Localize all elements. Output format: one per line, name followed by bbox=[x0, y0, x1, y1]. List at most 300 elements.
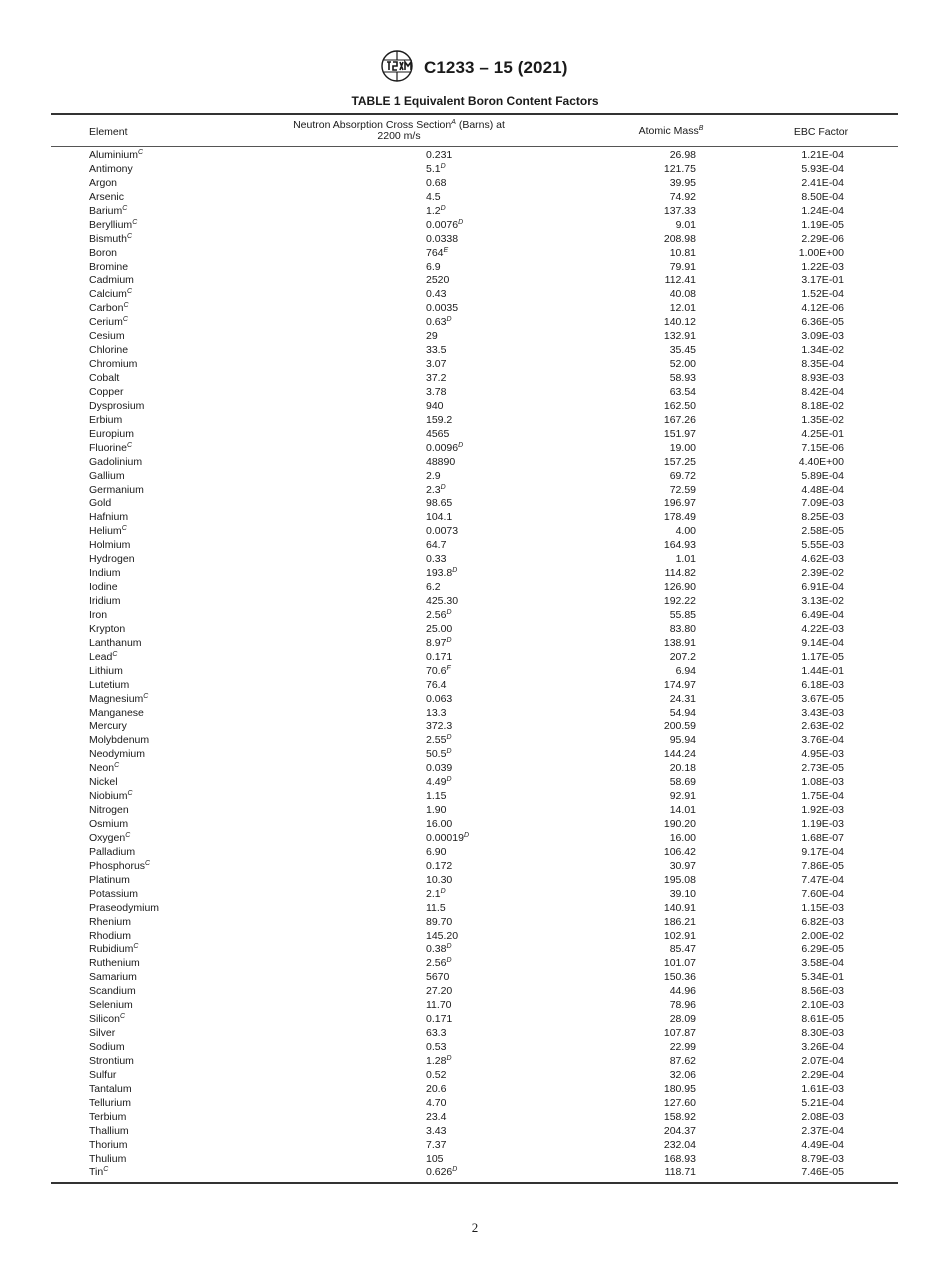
cell-atomic-mass: 164.93 bbox=[663, 539, 696, 552]
table-row bbox=[51, 1139, 898, 1153]
cross-section-value: 20.6 bbox=[426, 1082, 447, 1095]
table-header bbox=[51, 115, 898, 146]
footnote-marker: E bbox=[443, 246, 449, 254]
table-row bbox=[51, 553, 898, 567]
cell-atomic-mass: 19.00 bbox=[669, 441, 696, 454]
element-name: Bromine bbox=[89, 260, 129, 273]
table-row bbox=[51, 748, 898, 762]
astm-logo-icon bbox=[380, 50, 414, 82]
cell-cross-section bbox=[426, 525, 458, 539]
cell-ebc-factor: 4.49E-04 bbox=[801, 1138, 844, 1151]
cell-cross-section bbox=[426, 372, 446, 386]
cell-cross-section bbox=[426, 442, 463, 456]
cross-section-value: 0.172 bbox=[426, 859, 453, 872]
cell-ebc-factor: 1.21E-04 bbox=[801, 149, 844, 161]
cross-section-value: 23.4 bbox=[426, 1110, 447, 1123]
element-name: Phosphorus bbox=[89, 859, 146, 872]
cell-ebc-factor: 6.82E-03 bbox=[801, 915, 844, 928]
cell-cross-section bbox=[426, 637, 452, 651]
cell-ebc-factor: 9.17E-04 bbox=[801, 845, 844, 858]
cross-section-value: 4.49 bbox=[426, 776, 447, 789]
cell-atomic-mass: 58.69 bbox=[669, 776, 696, 789]
element-name: Antimony bbox=[89, 162, 133, 175]
cell-element bbox=[89, 888, 138, 902]
cell-element bbox=[89, 149, 143, 163]
cell-atomic-mass: 1.01 bbox=[675, 553, 696, 566]
cell-atomic-mass: 132.91 bbox=[663, 330, 696, 343]
cell-cross-section bbox=[426, 149, 452, 163]
cross-section-value: 1.28 bbox=[426, 1054, 447, 1067]
cell-cross-section bbox=[426, 707, 446, 721]
page-number: 2 bbox=[471, 1220, 479, 1235]
table-row bbox=[51, 219, 898, 233]
cross-section-value: 0.38 bbox=[426, 943, 447, 956]
element-name: Neon bbox=[89, 762, 115, 775]
element-name: Iodine bbox=[89, 581, 118, 594]
cell-ebc-factor: 1.61E-03 bbox=[801, 1082, 844, 1095]
cell-ebc-factor: 5.21E-04 bbox=[801, 1096, 844, 1109]
cell-cross-section bbox=[426, 261, 441, 275]
element-name: Cadmium bbox=[89, 274, 134, 287]
cell-element bbox=[89, 205, 127, 219]
page-header bbox=[0, 50, 950, 86]
footnote-marker: D bbox=[463, 831, 470, 839]
cell-atomic-mass: 162.50 bbox=[663, 399, 696, 412]
footnote-marker: C bbox=[122, 316, 128, 324]
cell-element bbox=[89, 470, 125, 484]
cell-element bbox=[89, 637, 142, 651]
cell-element bbox=[89, 567, 121, 581]
cell-cross-section bbox=[426, 288, 446, 302]
element-name: Copper bbox=[89, 385, 124, 398]
cell-atomic-mass: 167.26 bbox=[663, 413, 696, 426]
cross-section-value: 3.07 bbox=[426, 358, 447, 371]
table-row bbox=[51, 539, 898, 553]
footnote-marker: C bbox=[114, 762, 120, 770]
cell-atomic-mass: 126.90 bbox=[663, 581, 696, 594]
cross-section-value: 2.1 bbox=[426, 887, 441, 900]
table-bottom-rule bbox=[51, 1182, 898, 1184]
element-name: Chlorine bbox=[89, 344, 129, 357]
cross-section-value: 0.63 bbox=[426, 316, 447, 329]
cell-cross-section bbox=[426, 316, 452, 330]
cell-atomic-mass: 10.81 bbox=[669, 246, 696, 259]
cell-atomic-mass: 101.07 bbox=[663, 957, 696, 970]
cross-section-value: 0.231 bbox=[426, 149, 453, 161]
cell-atomic-mass: 4.00 bbox=[675, 525, 696, 538]
cell-element bbox=[89, 581, 118, 595]
cross-section-value: 3.78 bbox=[426, 385, 447, 398]
cell-element bbox=[89, 902, 159, 916]
element-name: Iridium bbox=[89, 595, 121, 607]
table-body bbox=[51, 149, 898, 1180]
cell-atomic-mass: 95.94 bbox=[669, 734, 696, 747]
table-row bbox=[51, 1166, 898, 1180]
table-row bbox=[51, 372, 898, 386]
cell-ebc-factor: 8.93E-03 bbox=[801, 372, 844, 384]
cell-element bbox=[89, 288, 132, 302]
element-name: Sulfur bbox=[89, 1068, 117, 1081]
cell-cross-section bbox=[426, 776, 452, 790]
cell-ebc-factor: 2.29E-04 bbox=[801, 1068, 844, 1081]
cross-section-value: 0.00019 bbox=[426, 831, 464, 844]
cell-atomic-mass: 114.82 bbox=[664, 567, 696, 580]
element-name: Beryllium bbox=[89, 218, 133, 231]
cell-element bbox=[89, 762, 119, 776]
cell-ebc-factor: 1.24E-04 bbox=[801, 204, 844, 217]
cell-atomic-mass: 168.93 bbox=[663, 1152, 696, 1165]
cell-element bbox=[89, 804, 129, 818]
table-row bbox=[51, 902, 898, 916]
cell-atomic-mass: 137.33 bbox=[663, 204, 696, 217]
cell-cross-section bbox=[426, 1027, 446, 1041]
element-name: Thulium bbox=[89, 1152, 127, 1165]
cell-cross-section bbox=[426, 818, 452, 832]
cell-element bbox=[89, 916, 131, 930]
element-name: Boron bbox=[89, 246, 118, 259]
cell-element bbox=[89, 1027, 115, 1041]
cell-ebc-factor: 3.09E-03 bbox=[801, 330, 844, 343]
cell-ebc-factor: 2.00E-02 bbox=[801, 929, 844, 942]
element-name: Iron bbox=[89, 608, 108, 621]
table-row bbox=[51, 400, 898, 414]
cell-atomic-mass: 58.93 bbox=[669, 372, 696, 384]
cell-element bbox=[89, 484, 144, 498]
footnote-marker: D bbox=[446, 608, 452, 616]
cross-section-value: 8.97 bbox=[426, 636, 447, 649]
cross-section-value: 50.5 bbox=[426, 748, 447, 761]
cell-cross-section bbox=[426, 943, 452, 957]
element-name: Platinum bbox=[89, 873, 130, 886]
cross-section-value: 0.626 bbox=[426, 1166, 453, 1179]
table-row bbox=[51, 916, 898, 930]
cross-section-value: 7.37 bbox=[426, 1138, 447, 1151]
cross-section-value: 0.0338 bbox=[426, 232, 459, 245]
table-row bbox=[51, 456, 898, 470]
cell-atomic-mass: 112.41 bbox=[664, 274, 696, 287]
cell-ebc-factor: 2.73E-05 bbox=[801, 762, 844, 775]
cell-element bbox=[89, 191, 124, 205]
table-title: TABLE 1 Equivalent Boron Content Factors bbox=[351, 94, 599, 108]
cell-cross-section bbox=[426, 511, 452, 525]
cross-section-value: 1.90 bbox=[426, 804, 447, 817]
cell-cross-section bbox=[426, 567, 457, 581]
cell-element bbox=[89, 358, 137, 372]
cell-element bbox=[89, 233, 132, 247]
cell-element bbox=[89, 957, 140, 971]
cell-element bbox=[89, 818, 128, 832]
cross-section-value: 0.0035 bbox=[426, 302, 459, 315]
table-row bbox=[51, 344, 898, 358]
cell-cross-section bbox=[426, 456, 455, 470]
cell-cross-section bbox=[426, 386, 446, 400]
table-row bbox=[51, 177, 898, 191]
cell-element bbox=[89, 985, 136, 999]
cell-cross-section bbox=[426, 414, 452, 428]
footnote-marker: C bbox=[132, 218, 138, 226]
footnote-marker: C bbox=[112, 650, 118, 658]
table-row bbox=[51, 442, 898, 456]
cross-section-value: 27.20 bbox=[426, 985, 453, 998]
cell-atomic-mass: 14.01 bbox=[669, 804, 696, 817]
table-row bbox=[51, 316, 898, 330]
cell-ebc-factor: 2.63E-02 bbox=[801, 720, 844, 733]
cell-cross-section bbox=[426, 1111, 446, 1125]
footnote-marker: C bbox=[126, 288, 132, 296]
cell-element bbox=[89, 274, 134, 288]
cell-ebc-factor: 1.35E-02 bbox=[801, 413, 844, 426]
cross-section-value: 145.20 bbox=[426, 929, 459, 942]
cell-ebc-factor: 8.35E-04 bbox=[801, 358, 844, 371]
cell-cross-section bbox=[426, 484, 446, 498]
document-id: C1233 – 15 (2021) bbox=[424, 58, 568, 77]
element-name: Lead bbox=[89, 650, 113, 663]
cell-cross-section bbox=[426, 302, 458, 316]
footnote-marker: C bbox=[138, 149, 144, 156]
cell-ebc-factor: 1.19E-03 bbox=[801, 818, 844, 830]
table-header-rule bbox=[51, 146, 898, 147]
cell-atomic-mass: 150.36 bbox=[663, 971, 696, 984]
cell-ebc-factor: 5.89E-04 bbox=[801, 469, 844, 482]
cross-section-value: 0.52 bbox=[426, 1068, 447, 1081]
column-header-element: Element bbox=[89, 126, 128, 138]
cell-atomic-mass: 151.97 bbox=[663, 427, 696, 440]
cell-element bbox=[89, 1111, 126, 1125]
element-name: Cerium bbox=[89, 316, 123, 329]
element-name: Praseodymium bbox=[89, 901, 160, 914]
cell-atomic-mass: 28.09 bbox=[669, 1013, 696, 1026]
footnote-marker: C bbox=[133, 943, 139, 951]
cell-ebc-factor: 2.37E-04 bbox=[801, 1124, 844, 1137]
cell-ebc-factor: 1.08E-03 bbox=[801, 776, 844, 789]
cell-cross-section bbox=[426, 1083, 446, 1097]
cell-ebc-factor: 6.18E-03 bbox=[801, 678, 844, 691]
cell-element bbox=[89, 651, 117, 665]
cell-element bbox=[89, 1055, 134, 1069]
table-row bbox=[51, 1055, 898, 1069]
table-row bbox=[51, 358, 898, 372]
cell-atomic-mass: 24.31 bbox=[669, 692, 696, 705]
cell-cross-section bbox=[426, 539, 446, 553]
cross-section-value: 764 bbox=[426, 246, 444, 259]
atomic-mass-label: Atomic Mass bbox=[638, 125, 699, 137]
element-name: Ruthenium bbox=[89, 957, 140, 970]
cell-element bbox=[89, 456, 142, 470]
table-row bbox=[51, 567, 898, 581]
element-name: Tin bbox=[89, 1166, 104, 1179]
element-name: Rhenium bbox=[89, 915, 132, 928]
cell-atomic-mass: 180.95 bbox=[663, 1082, 696, 1095]
cell-ebc-factor: 8.42E-04 bbox=[801, 385, 844, 398]
table-row bbox=[51, 525, 898, 539]
cell-cross-section bbox=[426, 1041, 446, 1055]
cell-atomic-mass: 140.12 bbox=[663, 316, 696, 329]
table-row bbox=[51, 386, 898, 400]
cross-section-value: 16.00 bbox=[426, 818, 453, 830]
element-name: Argon bbox=[89, 176, 118, 189]
table-row bbox=[51, 846, 898, 860]
cell-cross-section bbox=[426, 163, 446, 177]
cell-atomic-mass: 192.22 bbox=[663, 595, 696, 607]
cell-ebc-factor: 1.68E-07 bbox=[801, 831, 844, 844]
cell-ebc-factor: 8.18E-02 bbox=[801, 399, 844, 412]
cell-cross-section bbox=[426, 274, 449, 288]
cell-atomic-mass: 6.94 bbox=[675, 664, 696, 677]
cross-section-value: 6.90 bbox=[426, 845, 447, 858]
cell-cross-section bbox=[426, 1097, 446, 1111]
cross-section-value: 104.1 bbox=[426, 511, 453, 524]
element-name: Magnesium bbox=[89, 692, 144, 705]
table-row bbox=[51, 302, 898, 316]
cell-element bbox=[89, 832, 130, 846]
cell-element bbox=[89, 400, 144, 414]
cell-atomic-mass: 208.98 bbox=[663, 232, 696, 245]
table-row bbox=[51, 762, 898, 776]
cell-cross-section bbox=[426, 623, 452, 637]
cell-element bbox=[89, 442, 132, 456]
cross-section-value: 940 bbox=[426, 399, 444, 412]
cell-element bbox=[89, 261, 128, 275]
cell-ebc-factor: 4.95E-03 bbox=[801, 748, 844, 761]
footnote-marker: C bbox=[122, 204, 128, 212]
cross-section-value: 4.5 bbox=[426, 190, 441, 203]
cell-cross-section bbox=[426, 874, 452, 888]
cell-ebc-factor: 3.67E-05 bbox=[801, 692, 844, 705]
cell-atomic-mass: 204.37 bbox=[663, 1124, 696, 1137]
cell-cross-section bbox=[426, 720, 452, 734]
footnote-marker: D bbox=[446, 316, 452, 324]
cell-cross-section bbox=[426, 344, 446, 358]
cross-section-value: 372.3 bbox=[426, 720, 453, 733]
table-row bbox=[51, 1111, 898, 1125]
cross-section-value: 0.33 bbox=[426, 553, 447, 566]
cell-ebc-factor: 1.34E-02 bbox=[801, 344, 844, 357]
footnote-marker: C bbox=[125, 831, 131, 839]
cross-section-value: 11.5 bbox=[426, 901, 446, 914]
cell-cross-section bbox=[426, 651, 452, 665]
cell-element bbox=[89, 860, 150, 874]
cross-section-value: 98.65 bbox=[426, 497, 453, 510]
cell-cross-section bbox=[426, 595, 458, 609]
element-name: Hydrogen bbox=[89, 553, 135, 566]
cross-section-value: 2.9 bbox=[426, 469, 441, 482]
cell-element bbox=[89, 386, 123, 400]
cell-ebc-factor: 7.15E-06 bbox=[801, 441, 844, 454]
cell-atomic-mass: 190.20 bbox=[663, 818, 696, 830]
element-name: Gallium bbox=[89, 469, 125, 482]
cell-cross-section bbox=[426, 971, 449, 985]
element-name: Gadolinium bbox=[89, 455, 143, 468]
table-row bbox=[51, 874, 898, 888]
cross-section-value: 13.3 bbox=[426, 706, 447, 719]
cross-section-value: 6.9 bbox=[426, 260, 441, 273]
cross-section-value: 5670 bbox=[426, 971, 450, 984]
element-name: Europium bbox=[89, 427, 134, 440]
element-name: Cobalt bbox=[89, 372, 120, 384]
cell-atomic-mass: 102.91 bbox=[663, 929, 696, 942]
cell-atomic-mass: 138.91 bbox=[663, 636, 696, 649]
footnote-marker: A bbox=[451, 119, 456, 126]
cell-atomic-mass: 106.42 bbox=[663, 845, 696, 858]
cell-element bbox=[89, 776, 118, 790]
cross-section-units: 2200 m/s bbox=[377, 130, 421, 142]
footnote-marker: C bbox=[119, 1013, 125, 1021]
cell-element bbox=[89, 595, 121, 609]
cell-ebc-factor: 9.14E-04 bbox=[801, 636, 844, 649]
cross-section-value: 5.1 bbox=[426, 162, 441, 175]
footnote-marker: C bbox=[127, 790, 133, 798]
cell-element bbox=[89, 874, 130, 888]
cell-element bbox=[89, 1069, 116, 1083]
cross-section-value: 2520 bbox=[426, 274, 450, 287]
cell-atomic-mass: 140.91 bbox=[663, 901, 696, 914]
cell-atomic-mass: 54.94 bbox=[669, 706, 696, 719]
cell-element bbox=[89, 790, 133, 804]
cell-atomic-mass: 16.00 bbox=[669, 831, 696, 844]
cell-element bbox=[89, 525, 127, 539]
cross-section-value: 0.039 bbox=[426, 762, 453, 775]
cell-ebc-factor: 8.30E-03 bbox=[801, 1027, 844, 1040]
cross-section-value: 105 bbox=[426, 1152, 444, 1165]
table-row bbox=[51, 330, 898, 344]
footnote-marker: D bbox=[440, 204, 446, 212]
cell-cross-section bbox=[426, 860, 452, 874]
table-row bbox=[51, 428, 898, 442]
cross-section-value: 2.3 bbox=[426, 483, 441, 496]
table-row bbox=[51, 623, 898, 637]
cell-cross-section bbox=[426, 902, 446, 916]
table-row bbox=[51, 943, 898, 957]
table-row bbox=[51, 191, 898, 205]
element-name: Barium bbox=[89, 204, 123, 217]
cell-ebc-factor: 4.40E+00 bbox=[798, 455, 844, 468]
table-row bbox=[51, 205, 898, 219]
cross-section-value: 2.56 bbox=[426, 608, 447, 621]
table-row bbox=[51, 693, 898, 707]
element-name: Lithium bbox=[89, 664, 123, 677]
cell-cross-section bbox=[426, 609, 452, 623]
footnote-marker: F bbox=[446, 664, 451, 672]
cross-section-value: 2.55 bbox=[426, 734, 447, 747]
cell-ebc-factor: 7.09E-03 bbox=[801, 497, 844, 510]
element-name: Arsenic bbox=[89, 190, 125, 203]
cell-atomic-mass: 39.95 bbox=[669, 176, 696, 189]
element-name: Terbium bbox=[89, 1110, 127, 1123]
cross-section-value: 70.6 bbox=[426, 664, 447, 677]
cell-atomic-mass: 207.2 bbox=[669, 650, 696, 663]
cell-element bbox=[89, 1013, 125, 1027]
cell-element bbox=[89, 219, 137, 233]
cell-element bbox=[89, 372, 119, 386]
cell-element bbox=[89, 679, 129, 693]
cell-ebc-factor: 5.55E-03 bbox=[801, 539, 844, 552]
footnote-marker: D bbox=[446, 748, 452, 756]
cell-element bbox=[89, 539, 130, 553]
cell-atomic-mass: 178.49 bbox=[663, 511, 696, 524]
cell-cross-section bbox=[426, 930, 458, 944]
table-row bbox=[51, 1125, 898, 1139]
cell-ebc-factor: 2.08E-03 bbox=[801, 1110, 844, 1123]
cell-element bbox=[89, 1097, 131, 1111]
cell-ebc-factor: 2.29E-06 bbox=[801, 232, 844, 245]
cell-ebc-factor: 2.41E-04 bbox=[801, 176, 844, 189]
footnote-marker: D bbox=[446, 943, 452, 951]
cross-section-value: 425.30 bbox=[426, 595, 459, 607]
table-row bbox=[51, 470, 898, 484]
table-row bbox=[51, 1153, 898, 1167]
footnote-marker: D bbox=[446, 957, 452, 965]
cross-section-value: 193.8 bbox=[426, 567, 453, 580]
